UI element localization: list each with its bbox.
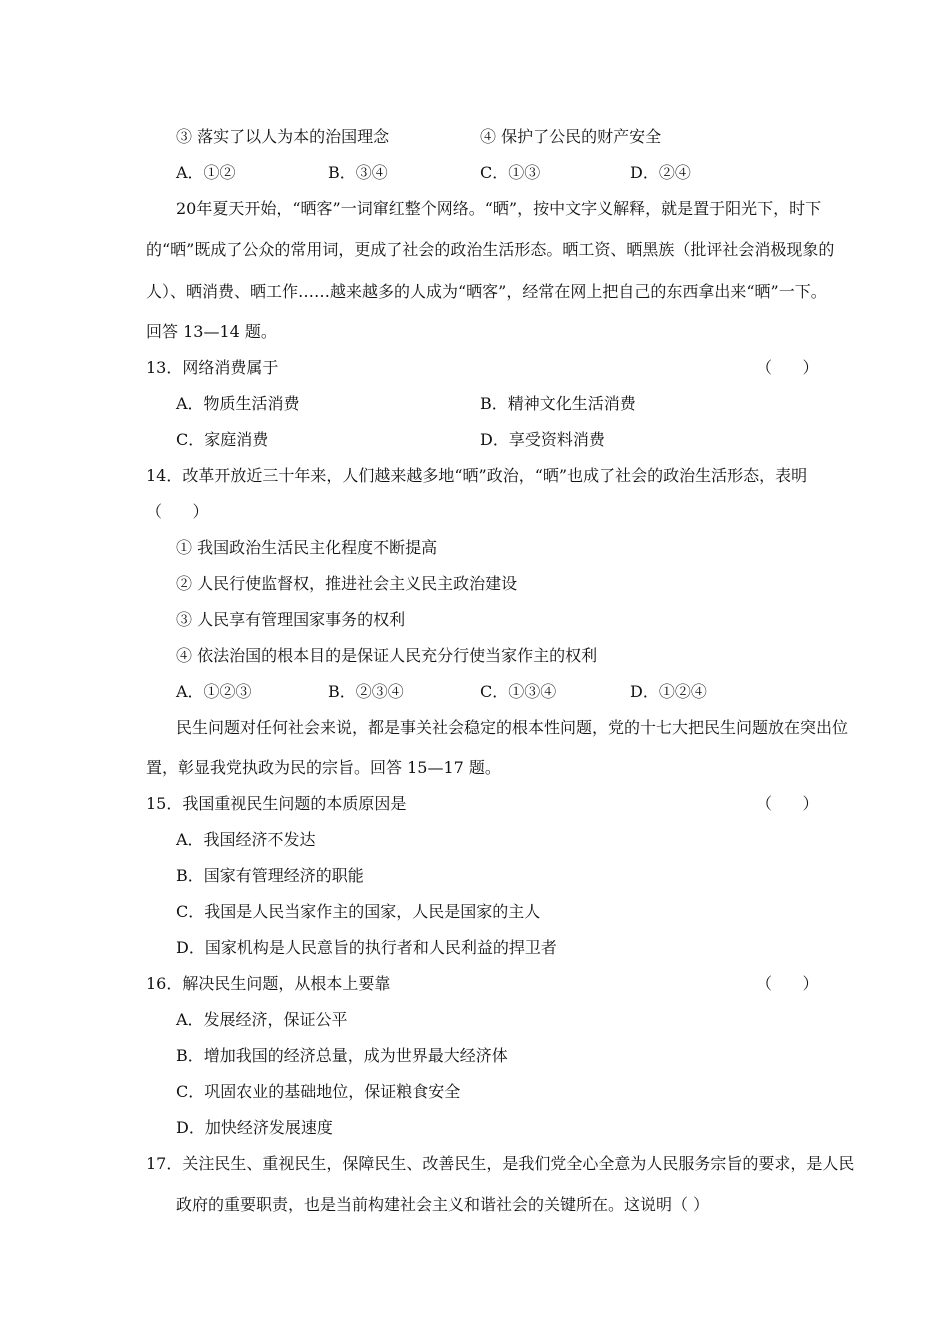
passage-line: 20年夏天开始，“晒客”一词窜红整个网络。“晒”，按中文字义解释，就是置于阳光下，时下	[176, 199, 822, 218]
question-13: 13．网络消费属于	[146, 358, 279, 377]
option-a: A．①②③	[176, 682, 252, 701]
option-line: ③ 落实了以人为本的治国理念	[176, 127, 390, 146]
option-b: B．精神文化生活消费	[480, 394, 636, 413]
option-c: C．我国是人民当家作主的国家，人民是国家的主人	[176, 902, 541, 921]
question-14: 14．改革开放近三十年来，人们越来越多地“晒”政治，“晒”也成了社会的政治生活形态，表明	[146, 466, 808, 485]
passage-line: 回答 13—14 题。	[146, 322, 277, 341]
answer-bracket: （ ）	[756, 794, 819, 813]
question-17-cont: 政府的重要职责，也是当前构建社会主义和谐社会的关键所在。这说明（ ）	[176, 1195, 710, 1214]
option-d: D．①②④	[630, 682, 707, 701]
option-a: A．发展经济，保证公平	[176, 1010, 348, 1029]
option-a: A．①②	[176, 163, 236, 182]
option-c: C．家庭消费	[176, 430, 269, 449]
passage-line: 的“晒”既成了公众的常用词，更成了社会的政治生活形态。晒工资、晒黑族（批评社会消极现象的	[146, 240, 835, 259]
answer-bracket: （ ）	[756, 974, 819, 993]
option-a: A．物质生活消费	[176, 394, 300, 413]
option-d: D．国家机构是人民意旨的执行者和人民利益的捍卫者	[176, 938, 557, 957]
answer-bracket: （ ）	[756, 358, 819, 377]
option-d: D．加快经济发展速度	[176, 1118, 333, 1137]
option-line: ④ 保护了公民的财产安全	[480, 127, 662, 146]
passage-line: 置，彰显我党执政为民的宗旨。回答 15—17 题。	[146, 758, 501, 777]
option-line: ③ 人民享有管理国家事务的权利	[176, 610, 406, 629]
question-15: 15．我国重视民生问题的本质原因是	[146, 794, 407, 813]
option-c: C．巩固农业的基础地位，保证粮食安全	[176, 1082, 461, 1101]
option-line: ② 人民行使监督权，推进社会主义民主政治建设	[176, 574, 518, 593]
passage-line: 民生问题对任何社会来说，都是事关社会稳定的根本性问题，党的十七大把民生问题放在突出位	[176, 718, 849, 737]
option-b: B．国家有管理经济的职能	[176, 866, 364, 885]
option-c: C．①③	[480, 163, 541, 182]
option-a: A．我国经济不发达	[176, 830, 316, 849]
passage-line: 人）、晒消费、晒工作……越来越多的人成为“晒客”，经常在网上把自己的东西拿出来“晒”一下。	[146, 282, 827, 301]
option-d: D．②④	[630, 163, 691, 182]
option-c: C．①③④	[480, 682, 557, 701]
option-b: B．③④	[328, 163, 388, 182]
option-line: ④ 依法治国的根本目的是保证人民充分行使当家作主的权利	[176, 646, 598, 665]
option-d: D．享受资料消费	[480, 430, 605, 449]
option-line: ① 我国政治生活民主化程度不断提高	[176, 538, 438, 557]
question-16: 16．解决民生问题，从根本上要靠	[146, 974, 391, 993]
option-b: B．增加我国的经济总量，成为世界最大经济体	[176, 1046, 508, 1065]
answer-bracket: （ ）	[146, 502, 209, 521]
option-b: B．②③④	[328, 682, 404, 701]
question-17: 17．关注民生、重视民生，保障民生、改善民生，是我们党全心全意为人民服务宗旨的要求，是人民	[146, 1154, 855, 1173]
